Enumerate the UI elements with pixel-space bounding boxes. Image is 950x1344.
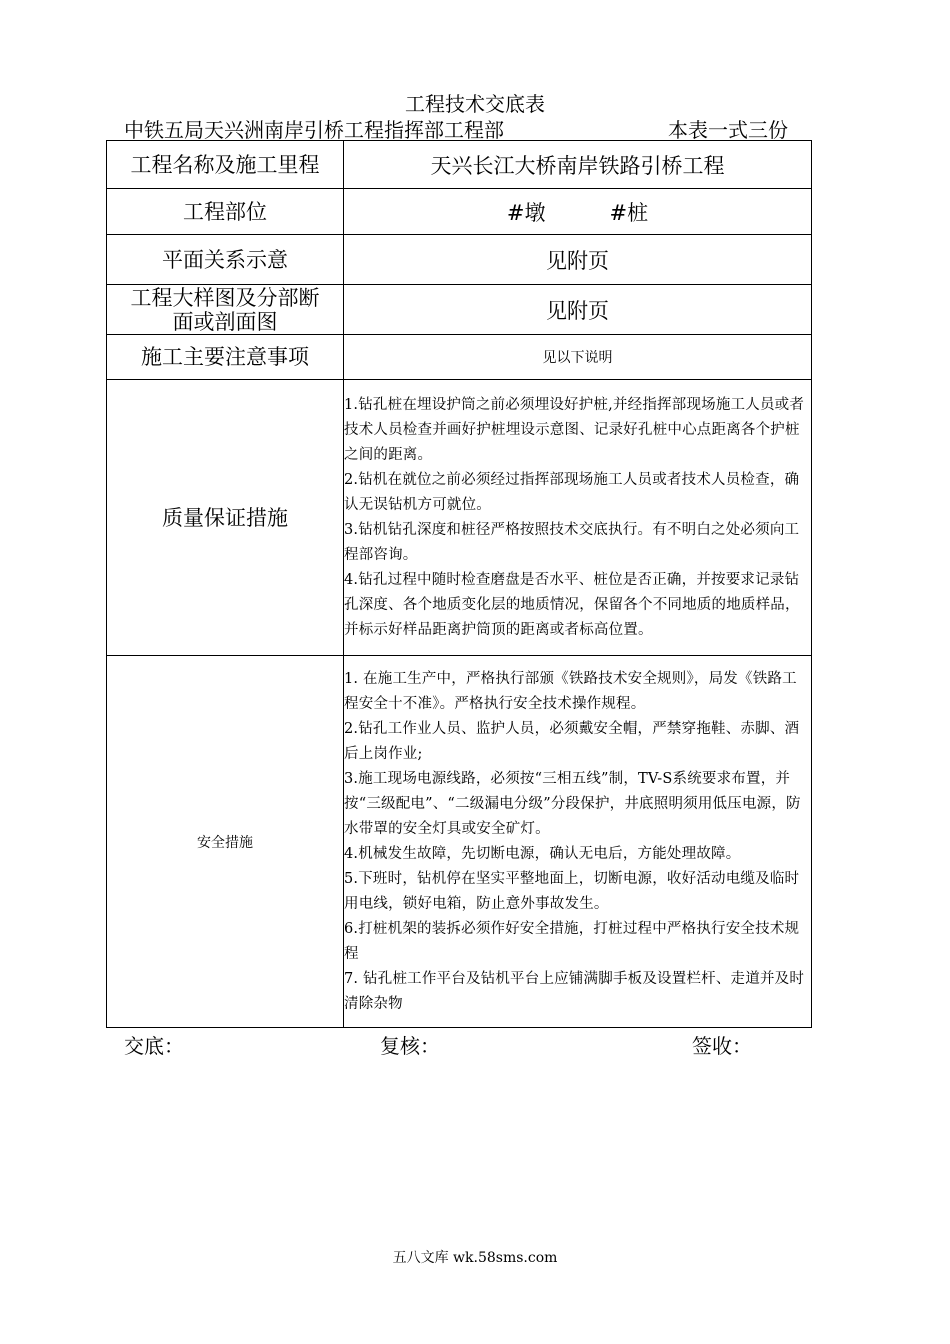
project-name-value: 天兴长江大桥南岸铁路引桥工程 <box>344 141 812 189</box>
detail-drawing-label-line1: 工程大样图及分部断 <box>130 285 320 310</box>
row-plan <box>107 235 812 285</box>
organization-name: 中铁五局天兴洲南岸引桥工程指挥部工程部 <box>124 118 504 142</box>
plan-label: 平面关系示意 <box>107 235 344 285</box>
receive-signature-label: 签收： <box>692 1034 752 1058</box>
site-watermark: 五八文库 wk.58sms.com <box>392 1250 558 1266</box>
quality-label: 质量保证措施 <box>107 380 344 656</box>
detail-drawing-value: 见附页 <box>344 285 812 335</box>
project-part-label: 工程部位 <box>107 189 344 235</box>
safety-label: 安全措施 <box>107 656 344 1028</box>
handover-signature-label: 交底： <box>124 1034 184 1058</box>
copies-note: 本表一式三份 <box>668 118 788 142</box>
safety-item: 4.机械发生故障，先切断电源，确认无电后，方能处理故障。 <box>344 845 741 862</box>
quality-item: 3.钻机钻孔深度和桩径严格按照技术交底执行。有不明白之处必须向工程部咨询。 <box>344 521 800 563</box>
pier-number: #墩 <box>506 200 546 225</box>
detail-drawing-label-line2: 面或剖面图 <box>172 309 278 334</box>
detail-drawing-label <box>107 285 344 335</box>
safety-item: 6.打桩机架的装拆必须作好安全措施，打桩过程中严格执行安全技术规程 <box>344 920 800 962</box>
row-project-part <box>107 189 812 235</box>
row-detail-drawing <box>107 285 812 335</box>
review-signature-label: 复核： <box>380 1034 440 1058</box>
row-quality <box>107 380 812 656</box>
row-main-notes <box>107 335 812 380</box>
row-project-name <box>107 141 812 189</box>
safety-item: 5.下班时，钻机停在坚实平整地面上，切断电源，收好活动电缆及临时用电线，锁好电箱，防止意外事故发生。 <box>344 870 800 912</box>
document-title: 工程技术交底表 <box>405 92 545 116</box>
project-part-value <box>344 189 812 235</box>
safety-item: 1. 在施工生产中，严格执行部颁《铁路技术安全规则》，局发《铁路工程安全十不准》。严格执行安全技术操作规程。 <box>344 670 797 712</box>
safety-measures <box>344 656 812 1028</box>
safety-item: 7. 钻孔桩工作平台及钻机平台上应铺满脚手板及设置栏杆、走道并及时清除杂物 <box>344 970 805 1012</box>
quality-item: 1.钻孔桩在埋设护筒之前必须埋设好护桩,并经指挥部现场施工人员或者技术人员检查并画好护桩埋设示意图、记录好孔桩中心点距离各个护桩之间的距离。 <box>344 396 805 463</box>
pile-number: #桩 <box>609 200 649 225</box>
quality-measures <box>344 380 812 656</box>
plan-value: 见附页 <box>344 235 812 285</box>
row-safety <box>107 656 812 1028</box>
quality-item: 4.钻孔过程中随时检查磨盘是否水平、桩位是否正确，并按要求记录钻孔深度、各个地质变化层的地质情况，保留各个不同地质的地质样品，并标示好样品距离护筒顶的距离或者标高位置。 <box>344 571 800 638</box>
safety-item: 3.施工现场电源线路，必须按“三相五线”制，TV-S系统要求布置，并按“三级配电”、“二级漏电分级”分段保护，井底照明须用低压电源，防水带罩的安全灯具或安全矿灯。 <box>344 770 801 837</box>
main-notes-value: 见以下说明 <box>344 335 812 380</box>
main-notes-label: 施工主要注意事项 <box>107 335 344 380</box>
safety-item: 2.钻孔工作业人员、监护人员，必须戴安全帽，严禁穿拖鞋、赤脚、酒后上岗作业; <box>344 720 800 762</box>
project-name-label: 工程名称及施工里程 <box>107 141 344 189</box>
quality-item: 2.钻机在就位之前必须经过指挥部现场施工人员或者技术人员检查，确认无误钻机方可就位。 <box>344 471 800 513</box>
handover-table <box>106 140 812 1028</box>
